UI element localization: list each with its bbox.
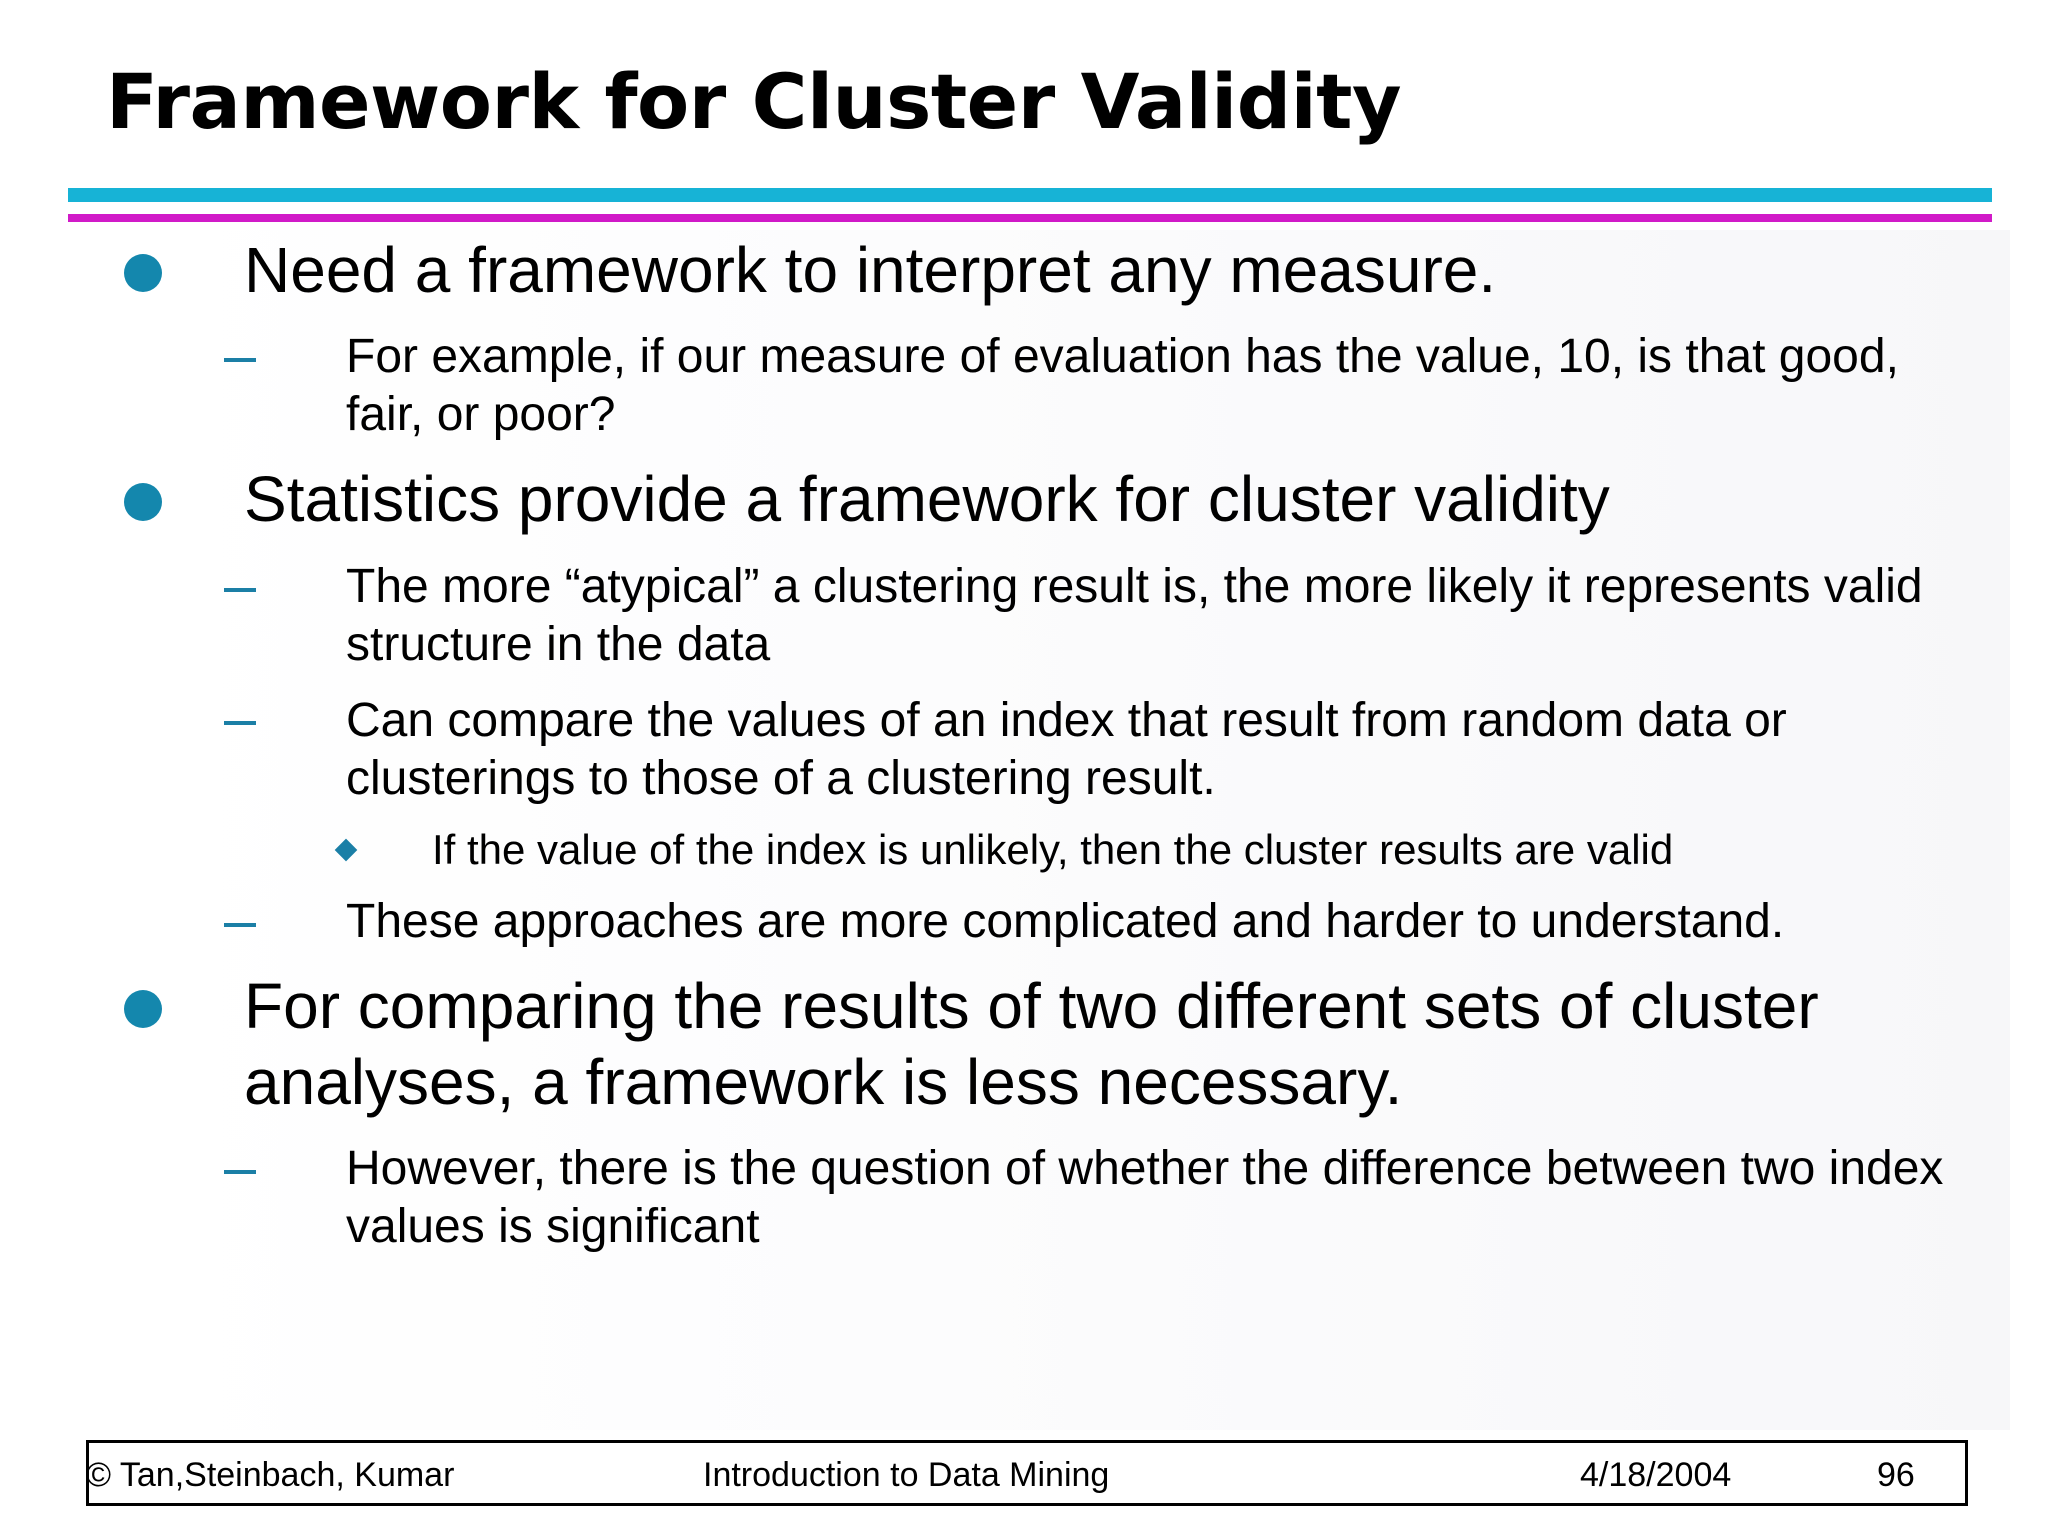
footer-date: 4/18/2004 <box>1580 1456 1732 1494</box>
sub-bullet-text: However, there is the question of whether the difference between two index values is significant <box>346 1142 1944 1253</box>
footer-copyright: © Tan,Steinbach, Kumar <box>86 1456 455 1494</box>
bullet-dot-icon <box>124 990 162 1028</box>
dash-icon <box>224 923 256 927</box>
sub-bullet-text: These approaches are more complicated and harder to understand. <box>346 895 1785 948</box>
sub-bullet-text: Can compare the values of an index that result from random data or clusterings to those of a clustering result. <box>346 694 1787 805</box>
footer-page-number: 96 <box>1877 1456 1915 1494</box>
dash-icon <box>224 358 256 362</box>
slide-title: Framework for Cluster Validity <box>106 57 1402 146</box>
sub-bullet-text: For example, if our measure of evaluation has the value, 10, is that good, fair, or poor? <box>346 330 1899 441</box>
dash-icon <box>224 721 256 725</box>
bullet-dot-icon <box>124 254 162 292</box>
footer-course-title: Introduction to Data Mining <box>703 1456 1110 1494</box>
title-divider-cyan <box>68 188 1992 202</box>
sub-sub-bullet-text: If the value of the index is unlikely, then the cluster results are valid <box>432 826 1674 873</box>
dash-icon <box>224 1170 256 1174</box>
bullet-text: Statistics provide a framework for cluster validity <box>244 463 1610 535</box>
bullet-text: Need a framework to interpret any measure. <box>244 234 1497 306</box>
title-divider-magenta <box>68 214 1992 222</box>
dash-icon <box>224 588 256 592</box>
bullet-text: For comparing the results of two different sets of cluster analyses, a framework is less necessary. <box>244 970 1819 1118</box>
bullet-dot-icon <box>124 483 162 521</box>
sub-bullet-text: The more “atypical” a clustering result is, the more likely it represents valid structure in the data <box>346 560 1923 671</box>
